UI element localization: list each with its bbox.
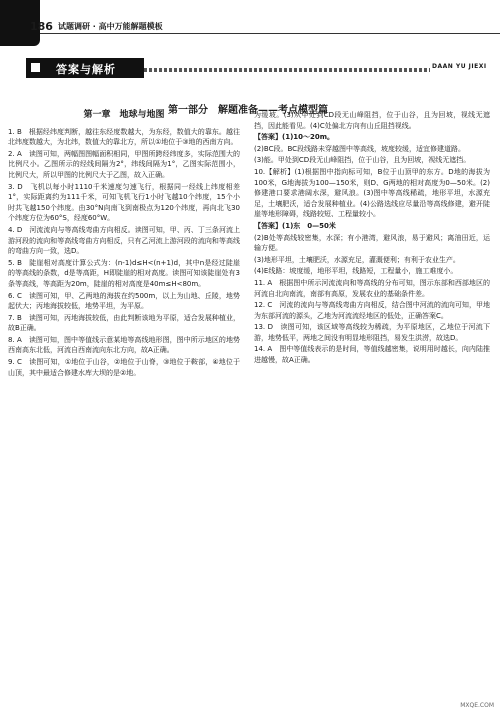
answer-label: 【答案】(1)东 0—50米 bbox=[254, 221, 336, 230]
answer-item: 1. B 根据经纬度判断，越往东经度数越大，为东经，数值大的靠东。越往北纬度数越大，为北纬，数值大的靠北方，所以①地位于③地的西南方向。 bbox=[8, 127, 240, 147]
header-title: 试题调研 · 高中万能解题模板 bbox=[58, 22, 163, 31]
header-rule bbox=[40, 33, 500, 34]
answer-item: 4. D 河流流向与等高线弯曲方向相反。读图可知，甲、丙、丁三条河流上游河段的流向和等高线弯曲方向相反，只有乙河流上游河段的流向和等高线的弯曲方向一致，选D。 bbox=[8, 225, 240, 256]
answer-item: 6. C 读图可知，甲、乙两地的海拔在约500m，以上为山地、丘陵，地势起伏大；丙地海拔较低，地势平坦，为平原。 bbox=[8, 291, 240, 311]
square-icon bbox=[31, 63, 40, 72]
answer-item: (3)地形平坦，土壤肥沃，水源充足，灌溉便利；有利于农业生产。 bbox=[254, 255, 460, 264]
answer-item: 14. A 图中等值线表示的是时间，等值线越密集，说明用时越长，向内陆推进越慢，故A正确。 bbox=[254, 345, 490, 365]
answer-item: (2)BC段。BC段线路未穿越图中等高线，坡度较缓，适宜修建道路。 bbox=[254, 144, 466, 153]
answer-item: 为缓坡。(3)从甲处到CD段无山峰阻挡，位于山谷，且为回坡，视线无遮挡，因此能看见。(4)C处偏北方向有山丘阻挡视线。 bbox=[254, 111, 490, 130]
page-header bbox=[0, 0, 500, 46]
answer-item: 10.【解析】(1)根据图中指向标可知，B位于山顶甲的东方。D地的海拔为100米，G地海拔为100—150米，则D、G两地的相对高度为0—50米。(2)修建港口要求港阔水深，避风浪。(3)图中等高线稀疏，地形平坦，水源充足，土壤肥沃，适合发展种植业。(4)公路选线应尽量沿等高线修建，避开陡崖等地形障碍，线路较短、工程量较小。 bbox=[254, 167, 490, 219]
right-column bbox=[254, 110, 490, 367]
section-pinyin: DAAN YU JIEXI bbox=[432, 63, 487, 70]
section-label: 答案与解析 bbox=[56, 63, 116, 76]
page-number: 186 bbox=[30, 20, 53, 33]
answer-item: 11. A 根据图中所示河流流向和等高线的分布可知，图示东部和西部地区的河流自北向南流，南部有高原，发展农业的基础条件差。 bbox=[254, 278, 490, 298]
answer-item: 2. A 读图可知，两幅图图幅面积相同，甲图所跨经纬度多，实际范围大的比例尺小。乙图所示的经线间隔为2°，纬线间隔为1°，乙图实际范围小，比例尺大，所以甲图的比例尺大于乙图，故入正确。 bbox=[8, 149, 240, 179]
part-title: 第一部分 解题准备——考点模型篇 bbox=[168, 105, 328, 116]
answer-item: 8. A 读图可知，图中等值线示意某地等高线地形图，图中所示地区的地势西南高东北低，河流自西南流向东北方向，故A正确。 bbox=[8, 335, 240, 355]
section-tab bbox=[26, 58, 144, 78]
chapter-title: 第一章 地球与地图 bbox=[83, 110, 165, 120]
answer-item: 12. C 河流的流向与等高线弯曲方向相反，结合图中河流的流向可知，甲地为东部河流的源头，乙地为河流流经地区的低处，正确答案C。 bbox=[254, 301, 490, 320]
answer-item: (4)E线路：坡度缓，地形平坦，线路短，工程量小，施工难度小。 bbox=[254, 267, 458, 276]
footer-watermark: MXQE.COM bbox=[460, 702, 494, 709]
answer-item: (3)能。甲处到CD段无山峰阻挡，位于山谷，且为回坡，视线无遮挡。 bbox=[254, 156, 471, 165]
answer-label: 【答案】(1)10～20m。 bbox=[254, 133, 335, 142]
answer-item: 7. B 读图可知，丙地海拔较低，由此判断该地为平原，适合发展种植业，故B正确。 bbox=[8, 313, 240, 333]
answer-item: 9. C 读图可知，①地位于山谷，②地位于山脊，③地位于鞍部，④地位于山顶，其中最适合修建水库大坝的是②地。 bbox=[8, 358, 240, 377]
answer-item: 5. B 陡崖相对高度计算公式为：(n-1)d≤H<(n+1)d，其中n是经过陡崖的等高线的条数，d是等高距，H即陡崖的相对高度。读图可知该陡崖处有3条等高线，等高距为20m，陡崖的相对高度是40m≤H<80m。 bbox=[8, 258, 240, 288]
answer-item: 13. D 读图可知，该区域等高线较为稀疏，为平原地区，乙地位于河流下游，地势低平，两地之间没有明显地形阻挡，易发生洪涝，故选D。 bbox=[254, 323, 490, 342]
answer-item: 3. D 飞机以每小时1110千米速度匀速飞行，根据同一经线上纬度相差1°，实际距离约为111千米，可知飞机飞行1小时飞越10个纬度，15个小时共飞越150个纬度。由30°N向南飞到南极点为120个纬度，再向北飞30个纬度方位为60°S，经度60°W。 bbox=[8, 182, 240, 223]
decorative-stripe bbox=[144, 68, 430, 72]
answer-item: (2)B处等高线较密集，水深；有小港湾，避风浪，易于避风；离油田近，运输方便。 bbox=[254, 233, 490, 253]
